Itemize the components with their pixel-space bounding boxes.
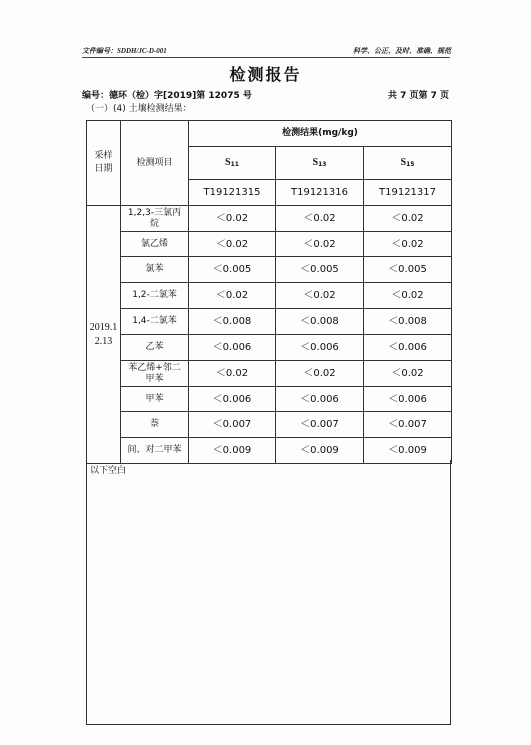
result-value: ＜0.02 <box>189 283 276 309</box>
result-value: ＜0.02 <box>364 283 452 309</box>
test-item: 1,4-二氯苯 <box>121 309 189 335</box>
sample-code-2: T19121317 <box>364 180 452 206</box>
result-value: ＜0.009 <box>276 438 364 464</box>
header-sampling-date: 采样日期 <box>87 121 121 206</box>
blank-note: 以下空白 <box>90 466 127 476</box>
result-value: ＜0.02 <box>276 206 364 232</box>
test-item: 1,2,3-三氯丙烷 <box>121 206 189 232</box>
result-value: ＜0.02 <box>364 232 452 257</box>
sample-code-0: T19121315 <box>189 180 276 206</box>
result-value: ＜0.006 <box>189 335 276 361</box>
sample-code-1: T19121316 <box>276 180 364 206</box>
test-item: 苯乙烯+邻二甲苯 <box>121 361 189 387</box>
table-row <box>87 309 452 335</box>
result-value: ＜0.02 <box>276 283 364 309</box>
site-label-0: S11 <box>189 147 276 180</box>
table-row <box>87 283 452 309</box>
report-number: 编号：德环（检）字[2019]第 12075 号 <box>82 91 252 101</box>
result-value: ＜0.02 <box>276 232 364 257</box>
result-value: ＜0.008 <box>189 309 276 335</box>
result-value: ＜0.02 <box>189 206 276 232</box>
test-item: 氯乙烯 <box>121 232 189 257</box>
file-number: 文件编号：SDDH/JC-D-001 <box>82 47 167 55</box>
result-value: ＜0.007 <box>276 412 364 438</box>
section-heading: （一）(4) 土壤检测结果： <box>86 104 192 114</box>
table-row <box>87 232 452 257</box>
result-value: ＜0.006 <box>189 387 276 412</box>
result-value: ＜0.009 <box>189 438 276 464</box>
test-item: 1,2-二氯苯 <box>121 283 189 309</box>
result-value: ＜0.006 <box>276 387 364 412</box>
test-item: 萘 <box>121 412 189 438</box>
table-row <box>87 257 452 283</box>
result-value: ＜0.02 <box>364 361 452 387</box>
test-item: 间、对二甲苯 <box>121 438 189 464</box>
test-item: 氯苯 <box>121 257 189 283</box>
result-value: ＜0.02 <box>189 361 276 387</box>
table-row <box>87 335 452 361</box>
result-value: ＜0.005 <box>364 257 452 283</box>
sampling-date: 2019.12.13 <box>87 206 121 464</box>
page-count: 共 7 页第 7 页 <box>387 91 449 101</box>
result-value: ＜0.009 <box>364 438 452 464</box>
table-row <box>87 361 452 387</box>
result-value: ＜0.02 <box>364 206 452 232</box>
test-item: 乙苯 <box>121 335 189 361</box>
header-motto: 科学、公正、及时、准确、规范 <box>353 47 451 55</box>
header-test-item: 检测项目 <box>121 121 189 206</box>
result-value: ＜0.006 <box>364 387 452 412</box>
header-divider <box>82 57 450 58</box>
result-value: ＜0.006 <box>364 335 452 361</box>
result-value: ＜0.02 <box>276 361 364 387</box>
result-value: ＜0.005 <box>276 257 364 283</box>
result-value: ＜0.005 <box>189 257 276 283</box>
result-value: ＜0.007 <box>189 412 276 438</box>
page-title: 检测报告 <box>229 65 302 84</box>
result-value: ＜0.008 <box>364 309 452 335</box>
site-label-1: S13 <box>276 147 364 180</box>
result-value: ＜0.02 <box>189 232 276 257</box>
table-row <box>87 387 452 412</box>
site-label-2: S15 <box>364 147 452 180</box>
table-row <box>87 412 452 438</box>
result-value: ＜0.008 <box>276 309 364 335</box>
result-value: ＜0.007 <box>364 412 452 438</box>
header-test-result: 检测结果(mg/kg) <box>189 121 452 147</box>
table-row <box>87 206 452 232</box>
result-value: ＜0.006 <box>276 335 364 361</box>
results-table <box>86 120 452 464</box>
test-item: 甲苯 <box>121 387 189 412</box>
blank-area <box>86 460 451 725</box>
